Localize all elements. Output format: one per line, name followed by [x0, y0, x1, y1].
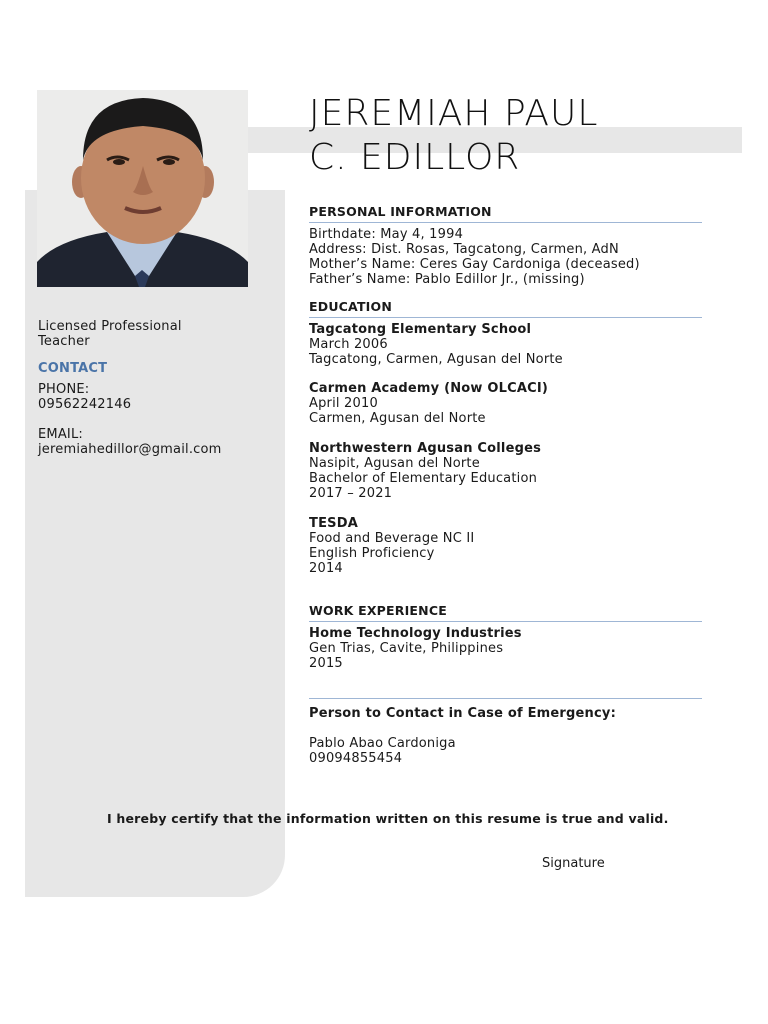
school-name: Northwestern Agusan Colleges	[309, 441, 542, 456]
email-label: EMAIL:	[38, 427, 83, 442]
profile-photo	[37, 90, 248, 287]
education-entry	[309, 322, 563, 367]
school-name: Tagcatong Elementary School	[309, 322, 532, 337]
education-detail: Nasipit, Agusan del Norte	[309, 456, 480, 471]
personal-info-heading: PERSONAL INFORMATION	[309, 204, 702, 223]
company-name: Home Technology Industries	[309, 626, 522, 641]
emergency-contact	[309, 706, 616, 721]
education-detail: March 2006	[309, 337, 388, 352]
birthdate: Birthdate: May 4, 1994	[309, 227, 464, 242]
address: Address: Dist. Rosas, Tagcatong, Carmen, AdN	[309, 242, 619, 257]
education-detail: 2017 – 2021	[309, 486, 393, 501]
signature-label: Signature	[542, 856, 605, 871]
section-divider	[309, 698, 702, 699]
candidate-name	[309, 92, 598, 180]
education-detail: English Proficiency	[309, 546, 435, 561]
phone-label: PHONE:	[38, 382, 90, 397]
education-detail: Food and Beverage NC II	[309, 531, 475, 546]
work-detail: Gen Trias, Cavite, Philippines	[309, 641, 504, 656]
email-value: jeremiahedillor@gmail.com	[38, 442, 222, 457]
emergency-contact-details	[309, 736, 456, 766]
profession-line-2: Teacher	[38, 334, 90, 349]
phone-value: 09562242146	[38, 397, 132, 412]
sidebar-panel	[25, 190, 285, 897]
education-entry	[309, 516, 474, 576]
school-name: Carmen Academy (Now OLCACI)	[309, 381, 549, 396]
education-detail: April 2010	[309, 396, 378, 411]
name-line-1: JEREMIAH PAUL	[309, 93, 599, 134]
school-name: TESDA	[309, 516, 358, 531]
personal-info-block	[309, 227, 640, 287]
work-entry	[309, 626, 522, 671]
father-name: Father’s Name: Pablo Edillor Jr., (missing)	[309, 272, 585, 287]
mother-name: Mother’s Name: Ceres Gay Cardoniga (deceased)	[309, 257, 640, 272]
education-detail: 2014	[309, 561, 343, 576]
education-entry	[309, 381, 548, 426]
contact-heading: CONTACT	[38, 361, 108, 376]
education-detail: Carmen, Agusan del Norte	[309, 411, 486, 426]
emergency-heading: Person to Contact in Case of Emergency:	[309, 706, 616, 721]
education-detail: Bachelor of Elementary Education	[309, 471, 538, 486]
education-detail: Tagcatong, Carmen, Agusan del Norte	[309, 352, 563, 367]
emergency-name: Pablo Abao Cardoniga	[309, 736, 456, 751]
work-detail: 2015	[309, 656, 343, 671]
education-heading: EDUCATION	[309, 299, 702, 318]
profession-line-1: Licensed Professional	[38, 319, 182, 334]
work-experience-heading: WORK EXPERIENCE	[309, 603, 702, 622]
certification-statement: I hereby certify that the information written on this resume is true and valid.	[107, 811, 669, 826]
education-entry	[309, 441, 541, 501]
name-line-2: C. EDILLOR	[309, 137, 521, 178]
emergency-phone: 09094855454	[309, 751, 403, 766]
